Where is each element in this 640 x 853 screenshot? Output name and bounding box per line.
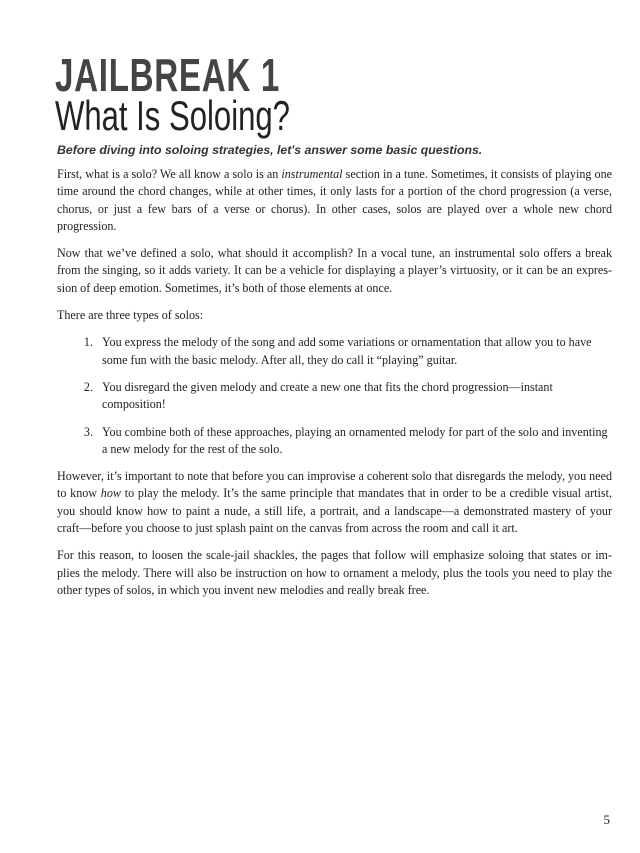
list-item: 2. You disregard the given melody and create a new one that fits the chord progression—instant composition! xyxy=(96,379,612,414)
text: First, what is a solo? We all know a solo is an xyxy=(57,167,282,181)
page-title: What Is Soloing? xyxy=(55,92,290,139)
subtitle: Before diving into soloing strategies, let's answer some basic questions. xyxy=(57,143,483,157)
emphasis: instrumental xyxy=(281,167,343,181)
chapter-label: JAILBREAK 1 xyxy=(55,49,281,101)
text: section in a tune. Sometimes, it consists of playing one time around the chord changes, while at other times, it only lasts for a portion of the chord progression (a verse, chorus, or just a few bars of a verse or chorus). In other cases, solos are played over a whole new chord progression. xyxy=(57,167,612,233)
page-number: 5 xyxy=(603,812,610,827)
list-item: 1. You express the melody of the song and add some variations or ornamentation that allow you to have some fun with the basic melody. After all, they do call it “playing” guitar. xyxy=(96,334,612,369)
paragraph: Now that we’ve defined a solo, what should it accomplish? In a vocal tune, an instrumental solo offers a break from the singing, so it adds variety. It can be a vehicle for displaying a player’s virtuosity, or it can be an expres-sion of deep emotion. Sometimes, it’s both of those elements at once. xyxy=(57,246,612,295)
paragraph: There are three types of solos: xyxy=(57,308,204,323)
paragraph xyxy=(57,166,612,235)
text: However, it’s important to note that before you can improvise a coherent solo that disregards the melody, you need to know xyxy=(57,469,612,501)
svg-text:alle-noten.de xyxy=(398,730,501,762)
list-item: 3. You combine both of these approaches, playing an ornamented melody for part of the solo and inventing a new melody for the rest of the solo. xyxy=(96,424,612,459)
body-text xyxy=(57,166,612,609)
paragraph: For this reason, to loosen the scale-jail shackles, the pages that follow will emphasize soloing that states or im-plies the melody. There will also be instruction on how to ornament a melody, plus the tools you need to play the other types of solos, in which you invent new melodies and really break free. xyxy=(57,548,612,597)
emphasis: how xyxy=(100,486,121,501)
paragraph xyxy=(57,468,612,537)
solo-types-list xyxy=(57,334,612,458)
text: to play the melody. It’s the same principle that mandates that in order to be a credible visual artist, you should know how to paint a nude, a still life, a portrait, and a landscape—a demonstrated mastery of your craft—before you choose to just splash paint on the canvas from across the room and call it art. xyxy=(57,486,612,536)
watermark-text: alle-noten.de xyxy=(397,730,502,763)
